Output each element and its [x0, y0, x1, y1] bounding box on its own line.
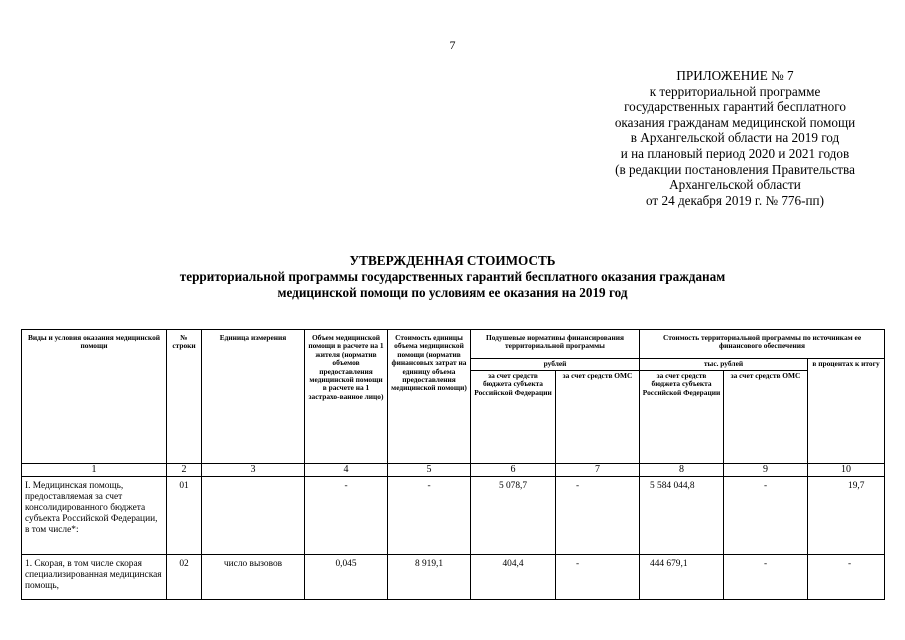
row-unit [202, 477, 305, 555]
column-number: 7 [556, 464, 640, 477]
row-percent: 19,7 [808, 477, 885, 555]
table-row [22, 555, 885, 600]
appendix-heading: ПРИЛОЖЕНИЕ № 7 [676, 68, 794, 83]
header-budget-per-capita: за счет средств бюджета субъекта Российской Федерации [471, 371, 556, 464]
cost-table [21, 329, 885, 600]
row-oms-total: - [724, 477, 808, 555]
appendix-line: государственных гарантий бесплатного [624, 99, 846, 115]
row-oms-per-capita: - [556, 477, 640, 555]
row-oms-per-capita: - [556, 555, 640, 600]
row-cost: - [388, 477, 471, 555]
appendix-line: в Архангельской области на 2019 год [630, 130, 840, 146]
header-budget-total: за счет средств бюджета субъекта Российской Федерации [640, 371, 724, 464]
row-budget-per-capita: 5 078,7 [471, 477, 556, 555]
row-number: 02 [167, 555, 202, 600]
row-cost: 8 919,1 [388, 555, 471, 600]
appendix-line: оказания гражданам медицинской помощи [614, 114, 856, 130]
column-number: 10 [808, 464, 885, 477]
row-budget-per-capita: 404,4 [471, 555, 556, 600]
header-oms-total: за счет средств ОМС [724, 371, 808, 464]
header-oms-per-capita: за счет средств ОМС [556, 371, 640, 464]
header-unit: Единица измерения [202, 330, 305, 464]
header-per-capita-group: Подушевые нормативы финансирования территориальной программы [471, 330, 640, 359]
column-number: 9 [724, 464, 808, 477]
row-number: 01 [167, 477, 202, 555]
title-line: медицинской помощи по условиям ее оказания на 2019 год [277, 285, 628, 300]
appendix-block [585, 68, 885, 208]
table-row [22, 477, 885, 555]
title-line: УТВЕРЖДЕННАЯ СТОИМОСТЬ [349, 253, 556, 268]
appendix-line: (в редакции постановления Правительства [615, 161, 855, 177]
header-row-number: № строки [167, 330, 202, 464]
row-name: I. Медицинская помощь, предоставляемая за счет консолидированного бюджета субъекта Российской Федерации, в том числе*: [22, 477, 167, 555]
header-volume: Объем медицинской помощи в расчете на 1 жителя (норматив объемов предоставления медицинской помощи в расчете на 1 застрахо-ванное лицо) [305, 330, 388, 464]
title-line: территориальной программы государственных гарантий бесплатного оказания гражданам [179, 269, 726, 284]
column-number: 4 [305, 464, 388, 477]
column-number: 2 [167, 464, 202, 477]
column-number: 1 [22, 464, 167, 477]
header-unit-cost: Стоимость единицы объема медицинской помощи (норматив финансовых затрат на единицу объема предоставления медицинской помощи) [388, 330, 471, 464]
header-unit-rubles: рублей [471, 359, 640, 371]
column-number: 6 [471, 464, 556, 477]
row-unit: число вызовов [202, 555, 305, 600]
row-volume: - [305, 477, 388, 555]
appendix-line: и на плановый период 2020 и 2021 годов [620, 145, 850, 161]
column-number: 8 [640, 464, 724, 477]
header-type: Виды и условия оказания медицинской помощи [22, 330, 167, 464]
column-number: 5 [388, 464, 471, 477]
document-title [0, 253, 905, 301]
row-volume: 0,045 [305, 555, 388, 600]
row-percent: - [808, 555, 885, 600]
column-number: 3 [202, 464, 305, 477]
appendix-line: Архангельской области [669, 177, 801, 193]
page-number: 7 [449, 38, 456, 52]
appendix-line: к территориальной программе [649, 83, 821, 99]
appendix-line: от 24 декабря 2019 г. № 776-пп) [646, 192, 824, 208]
row-name: 1. Скорая, в том числе скорая специализированная медицинская помощь, [22, 555, 167, 600]
row-budget-total: 5 584 044,8 [640, 477, 724, 555]
header-percent: в процентах к итогу [808, 359, 885, 464]
row-oms-total: - [724, 555, 808, 600]
header-program-cost-group: Стоимость территориальной программы по источникам ее финансового обеспечения [640, 330, 885, 359]
row-budget-total: 444 679,1 [640, 555, 724, 600]
header-unit-thousand-rubles: тыс. рублей [640, 359, 808, 371]
